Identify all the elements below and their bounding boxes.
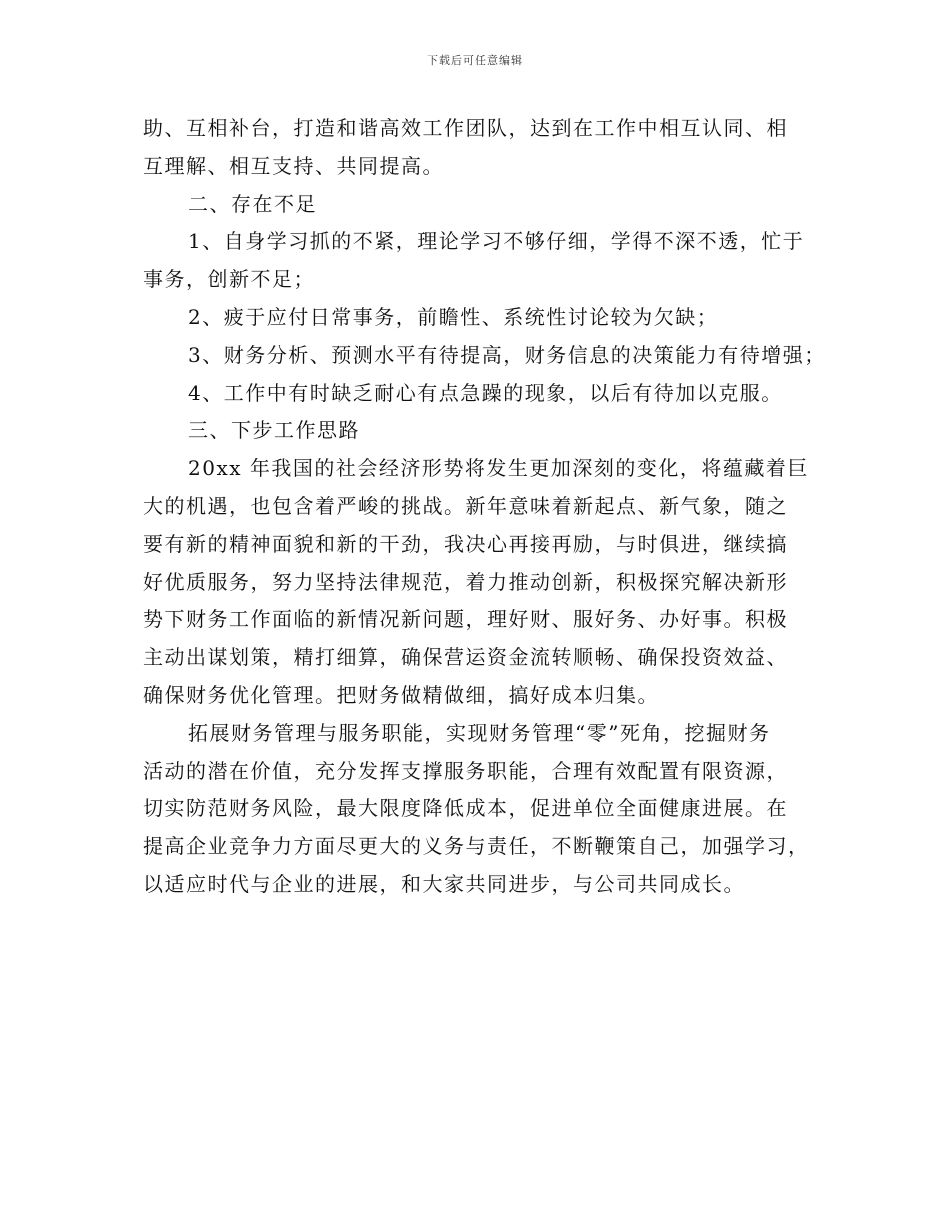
text-line-18: 活动的潜在价值，充分发挥支撑服务职能，合理有效配置有限资源， <box>143 758 788 783</box>
text-line-17: 拓展财务管理与服务职能，实现财务管理“零”死角，挖掘财务 <box>188 720 771 745</box>
page-header: 下载后可任意编辑 <box>427 54 523 67</box>
document-body <box>143 110 826 904</box>
text-line-1: 助、互相补台，打造和谐高效工作团队，达到在工作中相互认同、相 <box>143 116 788 140</box>
section-heading-shortcomings: 二、存在不足 <box>188 191 317 216</box>
text-line-5: 事务，创新不足； <box>143 267 315 292</box>
text-line-15: 主动出谋划策，精打细算，确保营运资金流转顺畅、确保投资效益、 <box>143 645 788 670</box>
text-line-12: 要有新的精神面貌和新的干劲，我决心再接再励，与时俱进，继续搞 <box>143 531 788 556</box>
text-line-7: 3、财务分析、预测水平有待提高，财务信息的决策能力有待增强； <box>188 342 826 367</box>
text-line-11: 大的机遇，也包含着严峻的挑战。新年意味着新起点、新气象，随之 <box>143 493 788 518</box>
text-line-19: 切实防范财务风险，最大限度降低成本，促进单位全面健康进展。在 <box>143 796 788 821</box>
text-line-6: 2、疲于应付日常事务，前瞻性、系统性讨论较为欠缺； <box>188 304 719 329</box>
text-line-8: 4、工作中有时缺乏耐心有点急躁的现象，以后有待加以克服。 <box>188 380 783 405</box>
text-line-13: 好优质服务，努力坚持法律规范，着力推动创新，积极探究解决新形 <box>143 569 788 594</box>
text-line-4: 1、自身学习抓的不紧，理论学习不够仔细，学得不深不透，忙于 <box>188 229 805 254</box>
text-line-2: 互理解、相互支持、共同提高。 <box>143 153 444 178</box>
text-line-14: 势下财务工作面临的新情况新问题，理好财、服好务、办好事。积极 <box>143 607 788 632</box>
text-line-20: 提高企业竞争力方面尽更大的义务与责任，不断鞭策自己，加强学习， <box>143 834 810 859</box>
text-line-16: 确保财务优化管理。把财务做精做细，搞好成本归集。 <box>143 682 659 707</box>
text-line-10: 20xx 年我国的社会经济形势将发生更加深刻的变化，将蕴藏着巨 <box>188 456 809 481</box>
text-line-21: 以适应时代与企业的进展，和大家共同进步，与公司共同成长。 <box>143 871 745 896</box>
section-heading-next-steps: 三、下步工作思路 <box>188 418 360 443</box>
